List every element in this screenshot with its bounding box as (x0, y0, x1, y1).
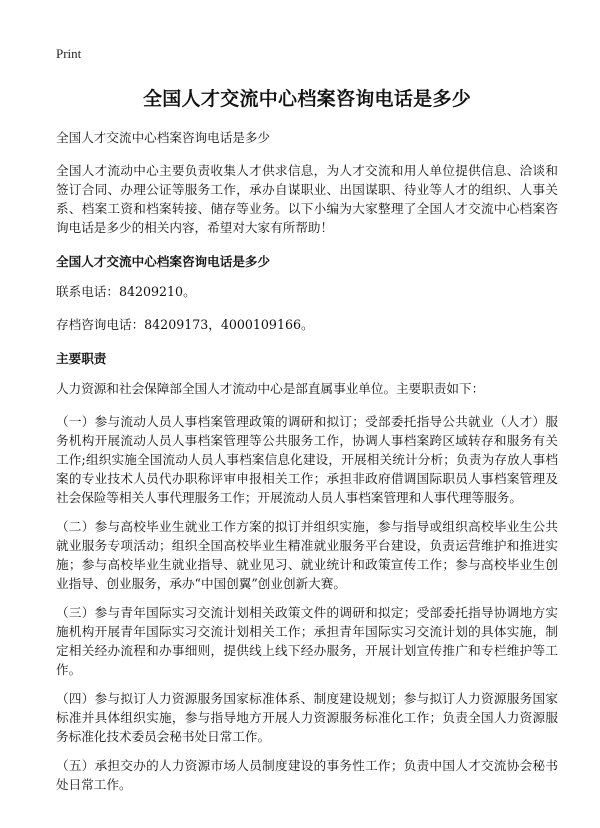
contact-phone: 联系电话：84209210。 (56, 284, 196, 299)
intro-paragraph: 全国人才流动中心主要负责收集人才供求信息，为人才交流和用人单位提供信息、洽谈和签订合同、办理公证等服务工作，承办自谋职业、出国谋职、待业等人才的组织、人事关系、档案工资和档案转接、储存等业务。以下小编为大家整理了全国人才交流中心档案咨询电话是多少的相关内容，希望对大家有所帮助！ (56, 163, 558, 235)
phone-section-heading: 全国人才交流中心档案咨询电话是多少 (56, 254, 271, 269)
duties-section-heading: 主要职责 (56, 351, 107, 366)
duty-item-4: （四）参与拟订人力资源服务国家标准体系、制度建设规划；参与拟订人力资源服务国家标准并具体组织实施，参与指导地方开展人力资源服务标准化工作；负责全国人力资源服务标准化技术委员会秘书处日常工作。 (56, 691, 558, 744)
page-title: 全国人才交流中心档案咨询电话是多少 (142, 88, 472, 110)
duty-item-5: （五）承担交办的人力资源市场人员制度建设的事务性工作；负责中国人才交流协会秘书处日常工作。 (56, 758, 558, 792)
duties-intro: 人力资源和社会保障部全国人才流动中心是部直属事业单位。主要职责如下： (56, 381, 485, 396)
article-subtitle: 全国人才交流中心档案咨询电话是多少 (56, 130, 271, 145)
duty-item-3: （三）参与青年国际实习交流计划相关政策文件的调研和拟定；受部委托指导协调地方实施机构开展青年国际实习交流计划相关工作；承担青年国际实习交流计划的具体实施，制定相关经办流程和办事细则，提供线上线下经办服务，开展计划宣传推广和专栏维护等工作。 (56, 605, 558, 677)
print-link[interactable]: Print (56, 46, 82, 61)
duty-item-2: （二）参与高校毕业生就业工作方案的拟订并组织实施，参与指导或组织高校毕业生公共就业服务专项活动；组织全国高校毕业生精准就业服务平台建设，负责运营维护和推进实施；参与高校毕业生就业指导、就业见习、就业统计和政策宣传工作；参与高校毕业生创业指导、创业服务，承办“中国创翼”创业创新大赛。 (56, 519, 558, 591)
duty-item-1: （一）参与流动人员人事档案管理政策的调研和拟订；受部委托指导公共就业（人才）服务机构开展流动人员人事档案管理等公共服务工作，协调人事档案跨区域转存和服务有关工作;组织实施全国流动人员人事档案信息化建设，开展相关统计分析；负责为存放人事档案的专业技术人员代办职称评审申报相关工作；承担非政府借调国际职员人事档案管理及社会保险等相关人事代理服务工作；开展流动人员人事档案管理和人事代理等服务。 (56, 414, 558, 505)
archive-phone: 存档咨询电话：84209173，4000109166。 (56, 317, 314, 332)
